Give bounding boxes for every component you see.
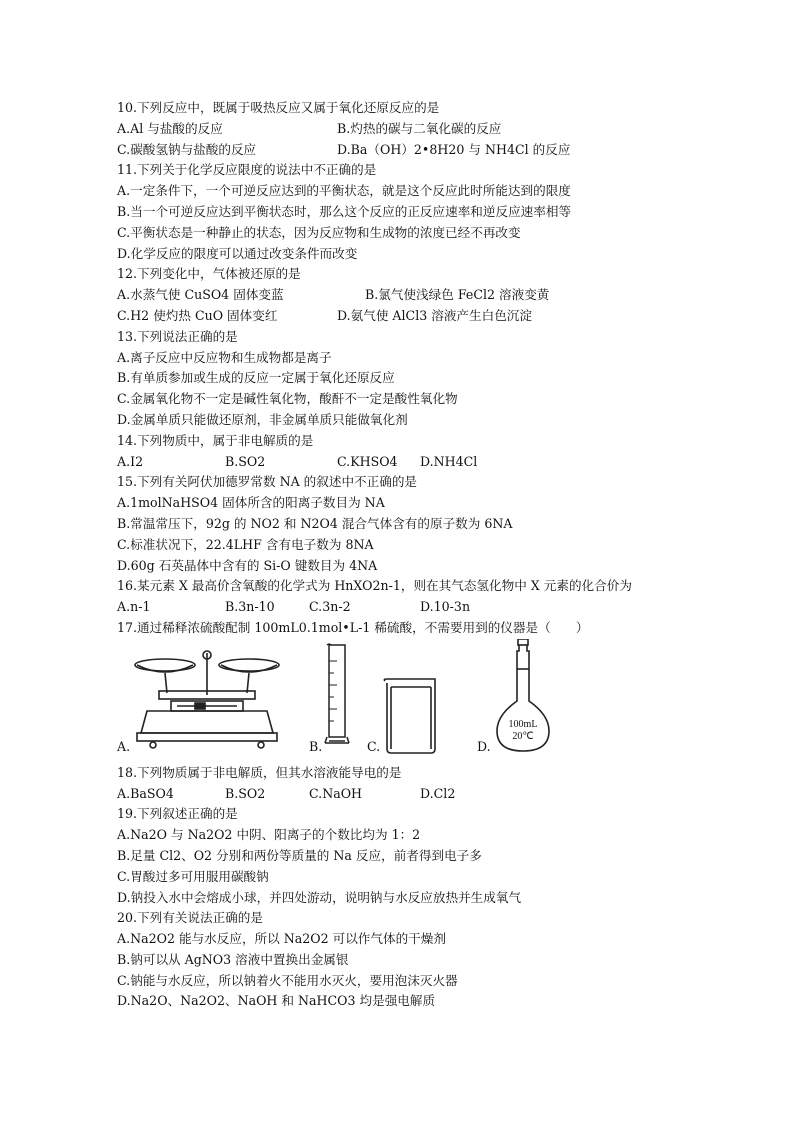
option-a: A.Na2O 与 Na2O2 中阴、阳离子的个数比均为 1：2 bbox=[117, 827, 421, 843]
option-d: D.Na2O、Na2O2、NaOH 和 NaHCO3 均是强电解质 bbox=[117, 993, 436, 1009]
option-b: B.足量 Cl2、O2 分别和两份等质量的 Na 反应，前者得到电子多 bbox=[117, 847, 482, 863]
option-row bbox=[117, 285, 757, 306]
option-a: A.1molNaHSO4 固体所含的阳离子数目为 NA bbox=[117, 495, 385, 511]
option-d: D.Cl2 bbox=[420, 785, 456, 801]
flask-volume-text: 100mL bbox=[508, 718, 538, 730]
option-b: B.氯气使浅绿色 FeCl2 溶液变黄 bbox=[365, 287, 550, 303]
option-d: D.60g 石英晶体中含有的 Si-O 键数目为 4NA bbox=[117, 557, 378, 573]
option-d: D.钠投入水中会熔成小球，并四处游动，说明钠与水反应放热并生成氧气 bbox=[117, 889, 522, 905]
question-stem: 17.通过稀释浓硫酸配制 100mL0.1mol•L-1 稀硫酸，不需要用到的仪器是（ ） bbox=[117, 619, 589, 635]
option-a: A.离子反应中反应物和生成物都是离子 bbox=[117, 349, 332, 365]
question-stem: 20.下列有关说法正确的是 bbox=[117, 910, 263, 926]
beaker-figure bbox=[381, 677, 441, 755]
graduated-cylinder-figure bbox=[321, 641, 353, 753]
option-a: A.n-1 bbox=[117, 599, 151, 615]
question-stem: 16.某元素 X 最高价含氧酸的化学式为 HnXO2n-1，则在其气态氢化物中 X 元素的化合价为 bbox=[117, 578, 632, 594]
option-row bbox=[117, 306, 757, 327]
figure-label-c: C. bbox=[367, 738, 381, 754]
option-row bbox=[117, 140, 757, 161]
option-b: B.有单质参加或生成的反应一定属于氧化还原反应 bbox=[117, 370, 395, 386]
question-stem: 19.下列叙述正确的是 bbox=[117, 806, 238, 822]
option-b: B.钠可以从 AgNO3 溶液中置换出金属银 bbox=[117, 951, 349, 967]
option-d: D.氨气使 AlCl3 溶液产生白色沉淀 bbox=[337, 307, 532, 323]
option-c: C.平衡状态是一种静止的状态，因为反应物和生成物的浓度已经不再改变 bbox=[117, 224, 521, 240]
option-d: D.Ba（OH）2•8H20 与 NH4Cl 的反应 bbox=[337, 141, 571, 157]
option-a: A.BaSO4 bbox=[117, 785, 174, 801]
option-c: C.胃酸过多可用服用碳酸钠 bbox=[117, 868, 269, 884]
option-b: B.当一个可逆反应达到平衡状态时，那么这个反应的正反应速率和逆反应速率相等 bbox=[117, 203, 572, 219]
flask-temp-text: 20℃ bbox=[512, 730, 534, 742]
option-b: B.SO2 bbox=[225, 453, 266, 469]
figure-label-a: A. bbox=[117, 738, 131, 754]
option-d: D.金属单质只能做还原剂，非金属单质只能做氧化剂 bbox=[117, 411, 408, 427]
question-stem: 11.下列关于化学反应限度的说法中不正确的是 bbox=[117, 162, 377, 178]
option-d: D.10-3n bbox=[420, 599, 471, 615]
option-row bbox=[117, 597, 757, 618]
option-b: B.常温常压下，92g 的 NO2 和 N2O4 混合气体含有的原子数为 6NA bbox=[117, 515, 513, 531]
option-c: C.标准状况下，22.4LHF 含有电子数为 8NA bbox=[117, 536, 374, 552]
option-c: C.NaOH bbox=[309, 785, 363, 801]
option-a: A.Al 与盐酸的反应 bbox=[117, 120, 223, 136]
question-stem: 13.下列说法正确的是 bbox=[117, 328, 238, 344]
option-c: C.碳酸氢钠与盐酸的反应 bbox=[117, 141, 257, 157]
option-c: C.H2 使灼热 CuO 固体变红 bbox=[117, 307, 278, 323]
option-d: D.化学反应的限度可以通过改变条件而改变 bbox=[117, 245, 358, 261]
question-stem: 12.下列变化中，气体被还原的是 bbox=[117, 266, 301, 282]
option-d: D.NH4Cl bbox=[420, 453, 478, 469]
figure-label-b: B. bbox=[309, 738, 323, 754]
option-a: A.水蒸气使 CuSO4 固体变蓝 bbox=[117, 287, 284, 303]
exam-page bbox=[117, 98, 757, 1012]
option-c: C.KHSO4 bbox=[337, 453, 398, 469]
question-stem: 10.下列反应中，既属于吸热反应又属于氧化还原反应的是 bbox=[117, 100, 440, 115]
apparatus-figures bbox=[117, 639, 757, 763]
option-b: B.SO2 bbox=[225, 785, 266, 801]
option-row bbox=[117, 119, 757, 140]
option-b: B.3n-10 bbox=[225, 599, 275, 615]
balance-scale-figure bbox=[127, 649, 287, 749]
question-stem: 15.下列有关阿伏加德罗常数 NA 的叙述中不正确的是 bbox=[117, 474, 418, 490]
option-row bbox=[117, 452, 757, 473]
option-a: A.Na2O2 能与水反应，所以 Na2O2 可以作气体的干燥剂 bbox=[117, 931, 446, 947]
option-b: B.灼热的碳与二氧化碳的反应 bbox=[337, 120, 502, 136]
option-c: C.金属氧化物不一定是碱性氧化物，酸酐不一定是酸性氧化物 bbox=[117, 391, 458, 407]
option-a: A.I2 bbox=[117, 453, 144, 469]
question-stem: 18.下列物质属于非电解质，但其水溶液能导电的是 bbox=[117, 764, 402, 780]
figure-label-d: D. bbox=[477, 738, 491, 754]
option-row bbox=[117, 784, 757, 805]
option-c: C.钠能与水反应，所以钠着火不能用水灭火，要用泡沫灭火器 bbox=[117, 972, 458, 988]
volumetric-flask-figure bbox=[493, 639, 553, 755]
question-stem: 14.下列物质中，属于非电解质的是 bbox=[117, 432, 314, 448]
option-c: C.3n-2 bbox=[309, 599, 351, 615]
option-a: A.一定条件下，一个可逆反应达到的平衡状态，就是这个反应此时所能达到的限度 bbox=[117, 183, 571, 199]
